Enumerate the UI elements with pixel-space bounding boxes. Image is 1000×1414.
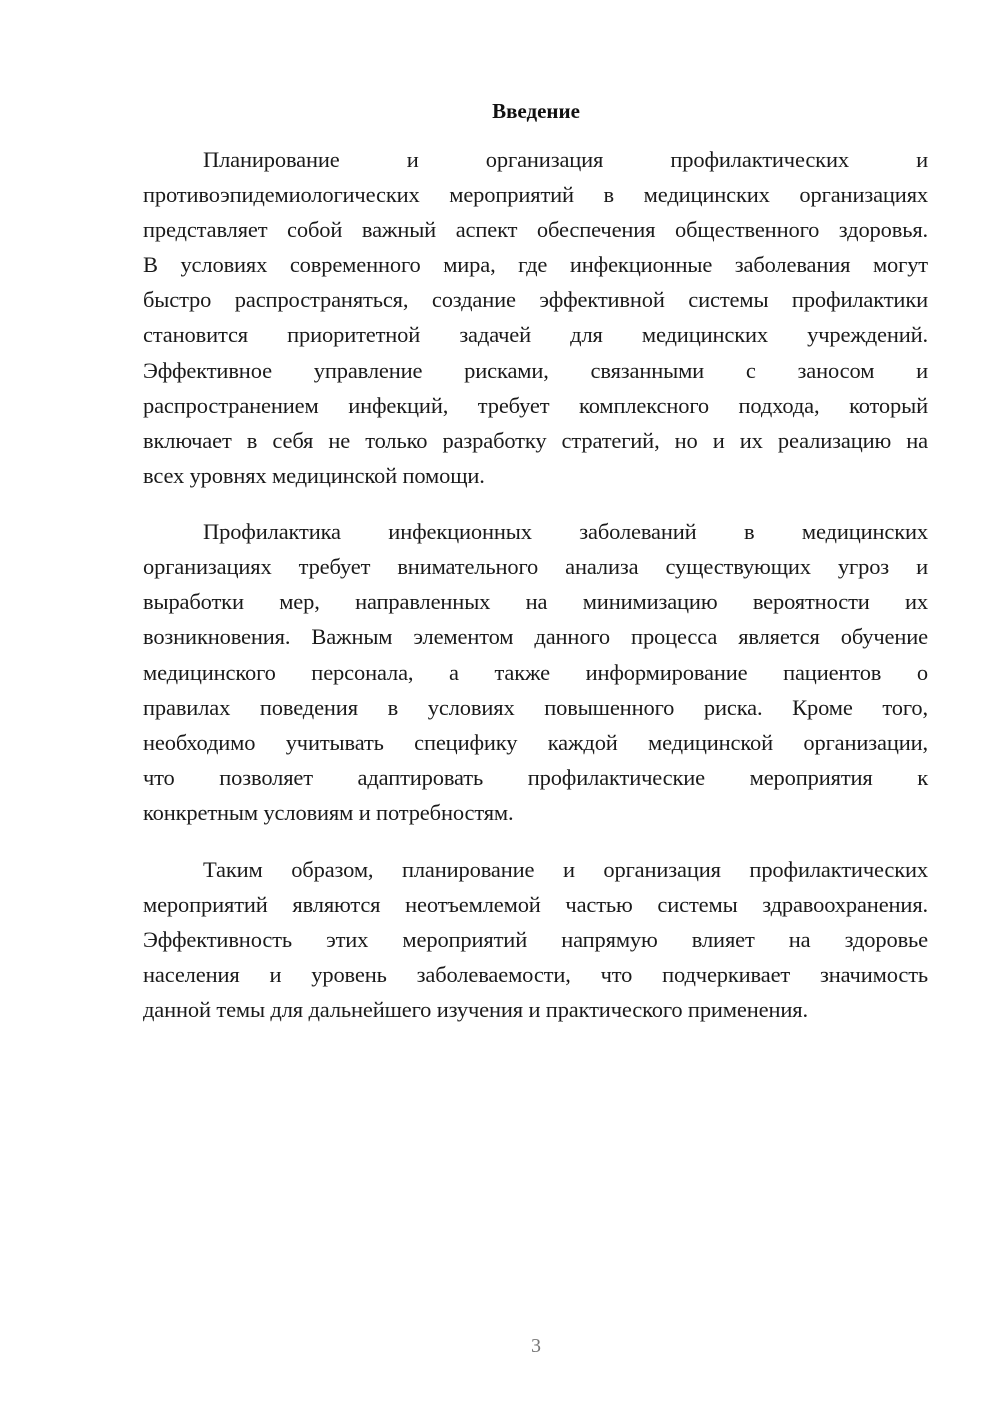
- text-line: всех уровнях медицинской помощи.: [143, 463, 485, 488]
- text-line: медицинского персонала, а также информирование пациентов о: [143, 660, 928, 685]
- text-line: конкретным условиям и потребностям.: [143, 800, 514, 825]
- text-line: выработки мер, направленных на минимизацию вероятности их: [143, 589, 928, 614]
- text-line: организациях требует внимательного анализа существующих угроз и: [143, 554, 928, 579]
- text-line: включает в себя не только разработку стратегий, но и их реализацию на: [143, 428, 928, 453]
- page-number: 3: [531, 1335, 541, 1357]
- text-line: населения и уровень заболеваемости, что подчеркивает значимость: [143, 962, 928, 987]
- text-line: необходимо учитывать специфику каждой медицинской организации,: [143, 730, 928, 755]
- text-line: мероприятий являются неотъемлемой частью системы здравоохранения.: [143, 892, 928, 917]
- text-line: В условиях современного мира, где инфекционные заболевания могут: [143, 252, 928, 277]
- text-line: возникновения. Важным элементом данного процесса является обучение: [143, 624, 928, 649]
- text-line: противоэпидемиологических мероприятий в медицинских организациях: [143, 182, 928, 207]
- text-line: становится приоритетной задачей для медицинских учреждений.: [143, 322, 928, 347]
- text-line: Таким образом, планирование и организация профилактических: [203, 857, 928, 882]
- text-line: Профилактика инфекционных заболеваний в медицинских: [203, 519, 928, 544]
- text-line: быстро распространяться, создание эффективной системы профилактики: [143, 287, 928, 312]
- text-line: Планирование и организация профилактических и: [203, 147, 928, 172]
- section-heading: Введение: [492, 99, 580, 123]
- text-line: Эффективное управление рисками, связанными с заносом и: [143, 358, 928, 383]
- text-line: что позволяет адаптировать профилактические мероприятия к: [143, 765, 928, 790]
- text-line: распространением инфекций, требует комплексного подхода, который: [143, 393, 928, 418]
- text-line: представляет собой важный аспект обеспечения общественного здоровья.: [143, 217, 928, 242]
- text-line: правилах поведения в условиях повышенного риска. Кроме того,: [143, 695, 928, 720]
- text-line: данной темы для дальнейшего изучения и практического применения.: [143, 997, 808, 1022]
- text-line: Эффективность этих мероприятий напрямую влияет на здоровье: [143, 927, 928, 952]
